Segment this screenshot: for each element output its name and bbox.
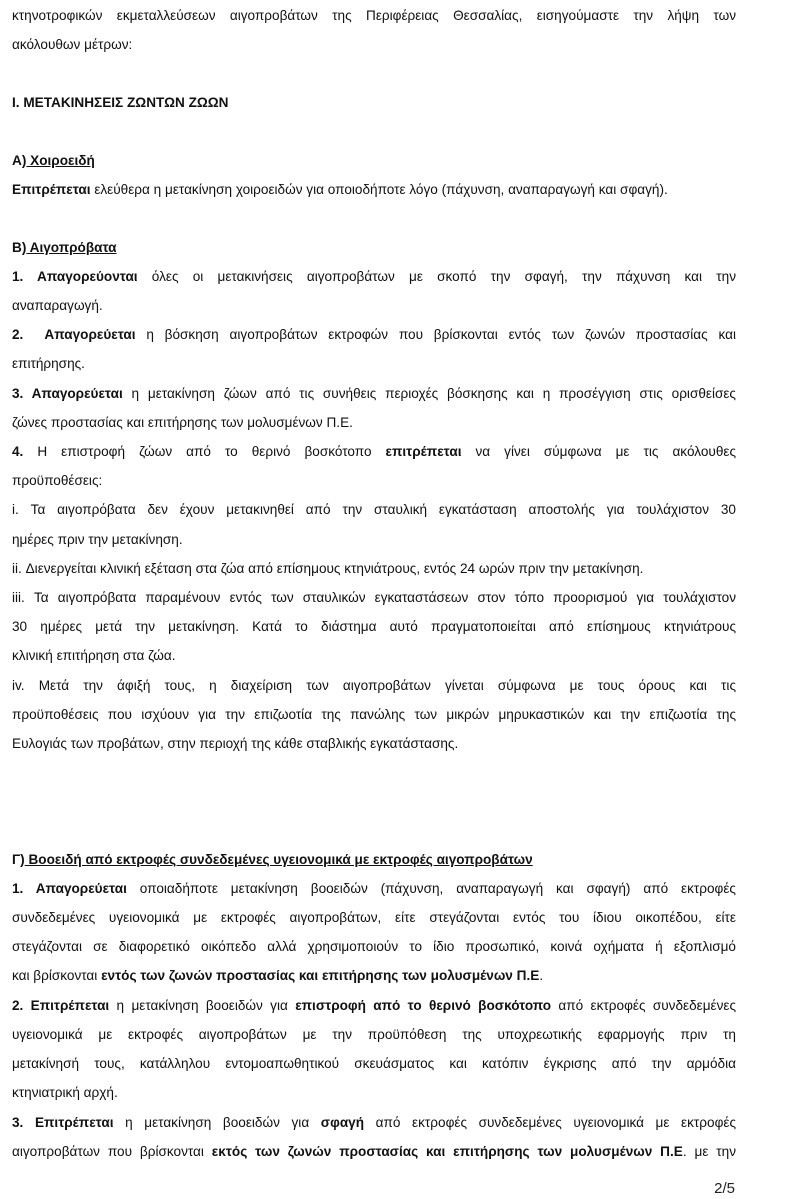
paragraph-text: η μετακίνηση ζώων από τις συνήθεις περιοχές βόσκησης και η προσέγγιση στις ορισθείσες — [122, 386, 736, 401]
paragraph-text: Η επιστροφή ζώων από το θερινό βοσκότοπο — [23, 444, 386, 459]
item-B-4-line-1 — [12, 442, 736, 462]
item-C-1-line-3: στεγάζονται σε διαφορετικό οικόπεδο αλλά χρησιμοποιούν το ίδιο προσωπικό, κοινά οχήματα ή εξοπλισμό — [12, 939, 736, 954]
section-heading-I — [12, 93, 736, 113]
item-C-3-line-1 — [12, 1113, 736, 1133]
emphasis: 1. Απαγορεύεται — [12, 881, 127, 896]
paragraph-text: η μετακίνηση βοοειδών για — [109, 998, 296, 1013]
item-B-1-line-1 — [12, 267, 736, 287]
item-C-1-line-1 — [12, 879, 736, 899]
emphasis: σφαγή — [320, 1115, 365, 1130]
paragraph-text: ελεύθερα η μετακίνηση χοιροειδών για οποιοδήποτε λόγο (πάχυνση, αναπαραγωγή και σφαγή). — [90, 182, 668, 197]
paragraph-text: και βρίσκονται — [12, 968, 102, 983]
condition-iii-line-1: iii. Τα αιγοπρόβατα παραμένουν εντός των σταυλικών εγκαταστάσεων στον τόπο προορισμού για τουλάχιστον — [12, 590, 736, 605]
condition-i-line-1: i. Τα αιγοπρόβατα δεν έχουν μετακινηθεί από την σταυλική εγκατάσταση αποστολής για τουλάχιστον 30 — [12, 502, 736, 517]
paragraph-text: να γίνει σύμφωνα με τις ακόλουθες — [461, 444, 736, 459]
condition-iv-line-3: Ευλογιάς των προβάτων, στην περιοχή της κάθε σταβλικής εγκατάστασης. — [12, 736, 459, 751]
emphasis: εκτός των ζωνών προστασίας και επιτήρησης των μολυσμένων Π.Ε — [211, 1144, 683, 1159]
item-C-2-line-4: κτηνιατρική αρχή. — [12, 1085, 118, 1100]
subsection-prefix: Β) — [12, 240, 27, 255]
paragraph-text: από εκτροφές συνδεδεμένες — [551, 998, 737, 1013]
emphasis: επιστροφή από το θερινό βοσκότοπο — [295, 998, 552, 1013]
paragraph-text: η μετακίνηση βοοειδών για — [113, 1115, 321, 1130]
item-C-2-line-1 — [12, 996, 736, 1016]
emphasis: 3. Απαγορεύεται — [12, 386, 123, 401]
paragraph-text: όλες οι μετακινήσεις αιγοπροβάτων με σκοπό την σφαγή, την πάχυνση και την — [137, 269, 736, 284]
paragraph-text: αιγοπροβάτων που βρίσκονται — [12, 1144, 212, 1159]
subsection-heading-A — [12, 151, 736, 171]
item-C-1-line-2: συνδεδεμένες υγειονομικά με εκτροφές αιγοπροβάτων, είτε στεγάζονται εντός του ίδιου οικοπέδου, είτε — [12, 910, 736, 925]
item-B-2-line-1 — [12, 325, 736, 345]
subsection-title: Χοιροειδή — [26, 153, 95, 168]
paragraph-A-1 — [12, 180, 736, 200]
item-C-2-line-3: μετακίνησή τους, κατάλληλου εντομοαπωθητικού σκευάσματος και κατόπιν έγκρισης από την αρμόδια — [12, 1056, 736, 1071]
paragraph-text: η βόσκηση αιγοπροβάτων εκτροφών που βρίσκονται εντός των ζωνών προστασίας και — [135, 327, 737, 342]
subsection-heading-C — [12, 850, 736, 870]
item-B-1-line-2: αναπαραγωγή. — [12, 298, 103, 313]
paragraph-text: από εκτροφές συνδεδεμένες υγειονομικά με εκτροφές — [364, 1115, 736, 1130]
item-B-2-line-2: επιτήρησης. — [12, 356, 85, 371]
item-C-2-line-2: υγειονομικά με εκτροφές αιγοπροβάτων με την προϋπόθεση της υποχρεωτικής εφαρμογής πριν τη — [12, 1027, 736, 1042]
paragraph-text: οποιαδήποτε μετακίνηση βοοειδών (πάχυνση, αναπαραγωγή και σφαγή) από εκτροφές — [126, 881, 736, 896]
emphasis: εντός των ζωνών προστασίας και επιτήρησης των μολυσμένων Π.Ε — [101, 968, 540, 983]
paragraph-text: . — [539, 968, 544, 983]
item-B-3-line-1 — [12, 384, 736, 404]
paragraph-text: . με την — [682, 1144, 736, 1159]
subsection-prefix: Α) — [12, 153, 27, 168]
condition-iv-line-1: iv. Μετά την άφιξή τους, η διαχείριση των αιγοπροβάτων γίνεται σύμφωνα με τους όρους και τις — [12, 678, 736, 693]
condition-iii-line-2: 30 ημέρες μετά την μετακίνηση. Κατά το διάστημα αυτό πραγματοποιείται από επίσημους κτηνιάτρους — [12, 619, 736, 634]
subsection-title: Αιγοπρόβατα — [26, 240, 117, 255]
subsection-prefix: Γ) — [12, 852, 25, 867]
condition-i-line-2: ημέρες πριν την μετακίνηση. — [12, 532, 183, 547]
subsection-title: Βοοειδή από εκτροφές συνδεδεμένες υγειονομικά με εκτροφές αιγοπροβάτων — [24, 852, 533, 867]
emphasis: 1. Απαγορεύονται — [12, 269, 138, 284]
item-number: 4. — [12, 444, 24, 459]
subsection-heading-B — [12, 238, 736, 258]
intro-line-1: κτηνοτροφικών εκμεταλλεύσεων αιγοπροβάτων της Περιφέρειας Θεσσαλίας, εισηγούμαστε την λήψη των — [12, 8, 736, 23]
condition-iv-line-2: προϋποθέσεις που ισχύουν για την επιζωοτία της πανώλης των μικρών μηρυκαστικών και την επιζωοτία της — [12, 707, 736, 722]
emphasis: 3. Επιτρέπεται — [12, 1115, 114, 1130]
item-C-1-line-4 — [12, 966, 736, 986]
intro-line-2: ακόλουθων μέτρων: — [12, 37, 133, 52]
emphasis: επιτρέπεται — [385, 444, 462, 459]
emphasis: 2. Απαγορεύεται — [12, 327, 136, 342]
item-C-3-line-2 — [12, 1142, 736, 1162]
page-number: 2/5 — [714, 1180, 735, 1197]
section-title: I. ΜΕΤΑΚΙΝΗΣΕΙΣ ΖΩΝΤΩΝ ΖΩΩΝ — [12, 95, 229, 110]
condition-iii-line-3: κλινική επιτήρηση στα ζώα. — [12, 648, 176, 663]
condition-ii-line-1: ii. Διενεργείται κλινική εξέταση στα ζώα από επίσημους κτηνιάτρους, εντός 24 ωρών πριν την μετακίνηση. — [12, 561, 644, 576]
emphasis: 2. Επιτρέπεται — [12, 998, 110, 1013]
item-B-3-line-2: ζώνες προστασίας και επιτήρησης των μολυσμένων Π.Ε. — [12, 415, 353, 430]
emphasis: Επιτρέπεται — [12, 182, 91, 197]
item-B-4-line-2: προϋποθέσεις: — [12, 473, 103, 488]
